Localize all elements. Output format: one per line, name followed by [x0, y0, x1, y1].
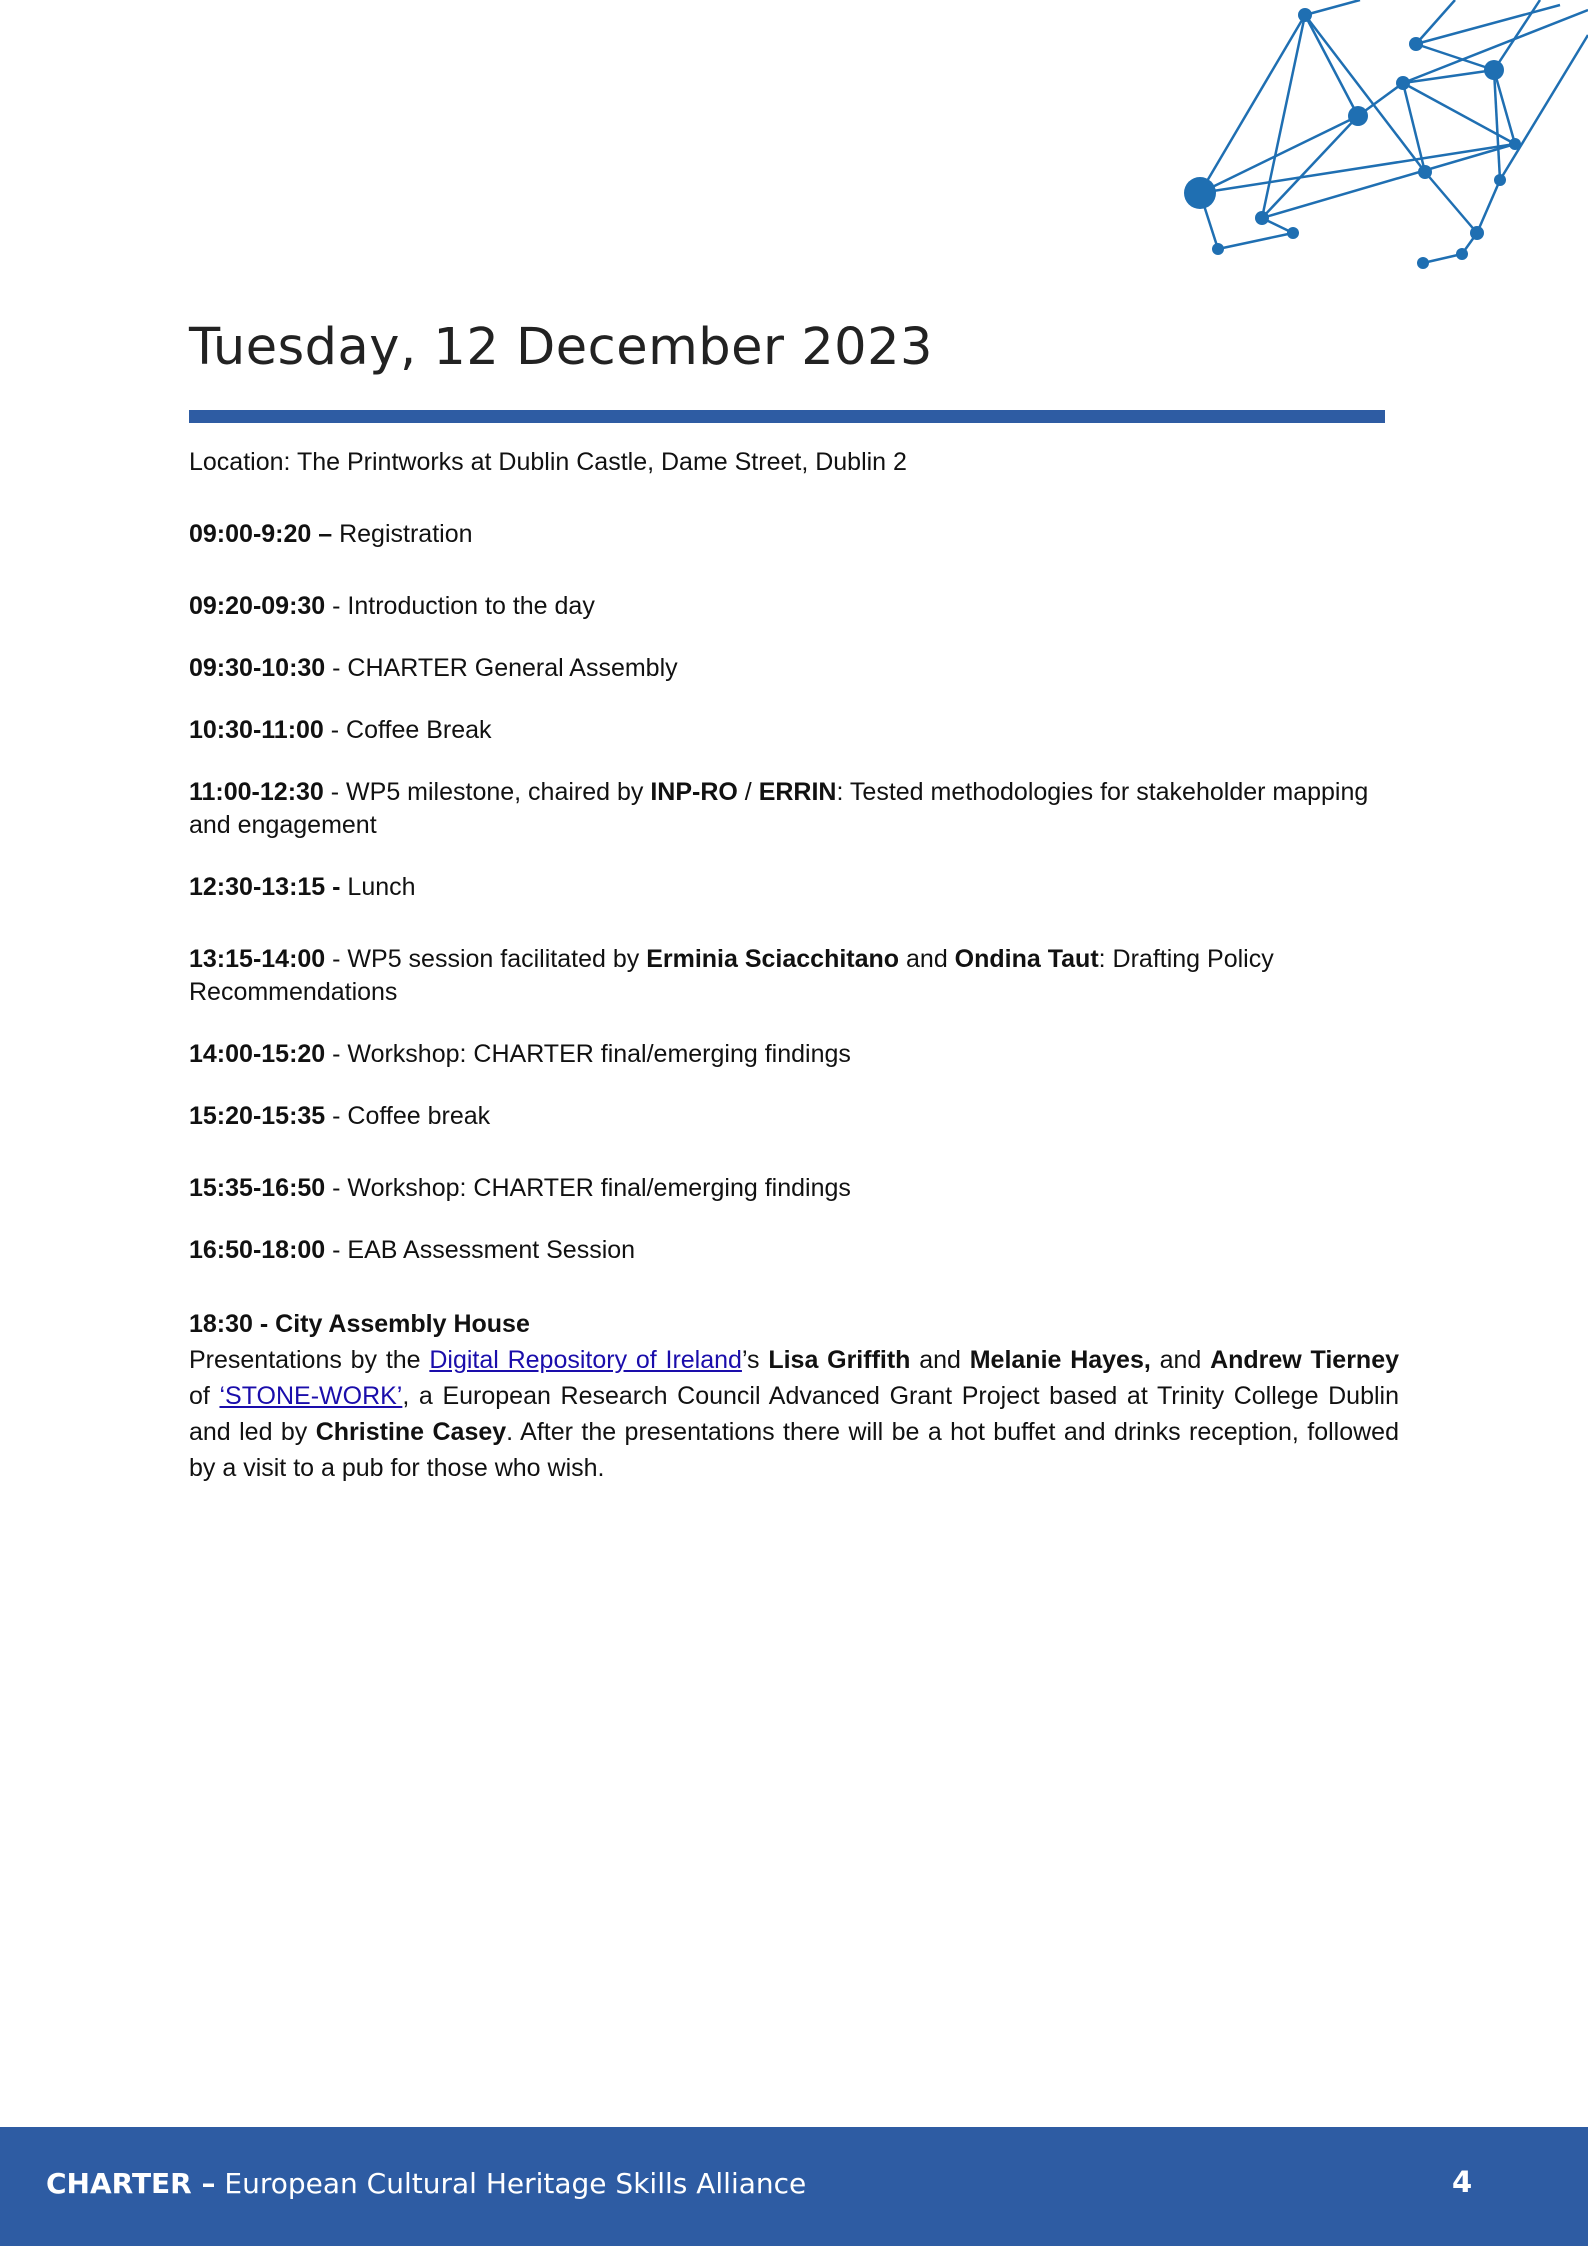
closing-text: . After the presentations there will be a hot buffet and drinks reception, followed by a visit to a pub for those who wish. — [189, 1418, 1399, 1482]
closing-text: , a European Research Council Advanced Grant Project based at Trinity College Dublin and led by — [189, 1382, 1399, 1446]
agenda-item-workshop-1 — [189, 1038, 1399, 1071]
agenda-time: 15:20-15:35 — [189, 1102, 326, 1130]
agenda-desc: : Tested methodologies for stakeholder mapping and engagement — [189, 778, 1369, 839]
agenda-time: 14:00-15:20 — [189, 1040, 326, 1068]
agenda-item-general-assembly — [189, 652, 1399, 685]
agenda-chair: INP-RO — [650, 778, 738, 806]
agenda-item-registration — [189, 518, 1399, 551]
agenda-item-coffee-break — [189, 714, 1399, 747]
footer-brand: CHARTER – — [46, 2167, 216, 2200]
agenda-time: 16:50-18:00 — [189, 1236, 326, 1264]
closing-text: of — [189, 1382, 220, 1410]
page-footer — [0, 2127, 1588, 2246]
agenda-desc: : Drafting Policy Recommendations — [189, 945, 1274, 1006]
agenda-time: 09:20-09:30 — [189, 592, 326, 620]
agenda-facilitator: Erminia Sciacchitano — [646, 945, 900, 973]
agenda-time: 11:00-12:30 — [189, 778, 324, 806]
page-title: Tuesday, 12 December 2023 — [189, 318, 933, 377]
closing-text: and — [910, 1346, 970, 1374]
agenda-desc: - WP5 session facilitated by — [325, 945, 647, 973]
closing-heading: 18:30 - City Assembly House — [189, 1310, 530, 1338]
agenda-item-workshop-2 — [189, 1172, 1399, 1205]
agenda-desc: - CHARTER General Assembly — [325, 654, 678, 682]
agenda-desc: - Coffee Break — [323, 716, 492, 744]
network-graphic-icon — [1170, 0, 1588, 280]
page-number: 4 — [1452, 2165, 1473, 2199]
speaker-name: Melanie Hayes, — [969, 1346, 1151, 1374]
agenda-desc: - WP5 milestone, chaired by — [323, 778, 651, 806]
agenda-facilitator: Ondina Taut — [954, 945, 1099, 973]
speaker-name: Lisa Griffith — [768, 1346, 911, 1374]
footer-tagline: European Cultural Heritage Skills Alliance — [215, 2167, 807, 2200]
closing-text: Presentations by the — [189, 1346, 430, 1374]
agenda-desc: Registration — [332, 520, 473, 548]
agenda-item-coffee-break-2 — [189, 1100, 1399, 1133]
location-text: Location: The Printworks at Dublin Castle, Dame Street, Dublin 2 — [189, 448, 907, 476]
agenda-time: 12:30-13:15 - — [189, 873, 341, 901]
agenda-desc: and — [899, 945, 955, 973]
agenda-desc: - Introduction to the day — [325, 592, 595, 620]
speaker-name: Christine Casey — [315, 1418, 507, 1446]
agenda-desc: Lunch — [340, 873, 416, 901]
closing-text: ’s — [741, 1346, 769, 1374]
agenda-desc: - EAB Assessment Session — [325, 1236, 636, 1264]
agenda-item-lunch — [189, 871, 1399, 904]
agenda-item-eab-session — [189, 1234, 1399, 1267]
agenda-desc: - Workshop: CHARTER final/emerging findings — [325, 1040, 851, 1068]
agenda-time: 09:30-10:30 — [189, 654, 326, 682]
agenda-item-wp5-session — [189, 943, 1399, 1009]
title-rule — [189, 410, 1385, 423]
speaker-name: Andrew Tierney — [1210, 1346, 1400, 1374]
agenda-time: 10:30-11:00 — [189, 716, 324, 744]
agenda-chair: ERRIN — [758, 778, 837, 806]
agenda-desc: / — [737, 778, 759, 806]
agenda-time: 13:15-14:00 — [189, 945, 326, 973]
closing-paragraph — [189, 1342, 1399, 1486]
agenda-desc: - Workshop: CHARTER final/emerging findings — [325, 1174, 851, 1202]
agenda-item-wp5-milestone — [189, 776, 1399, 842]
agenda-item-introduction — [189, 590, 1399, 623]
closing-section — [189, 1306, 1399, 1486]
closing-text: and — [1150, 1346, 1211, 1374]
agenda-time: 15:35-16:50 — [189, 1174, 326, 1202]
footer-brand-line — [46, 2167, 806, 2200]
stone-work-link[interactable]: ‘STONE-WORK’ — [219, 1382, 403, 1410]
agenda-desc: - Coffee break — [325, 1102, 491, 1130]
digital-repository-link[interactable]: Digital Repository of Ireland — [429, 1346, 742, 1374]
agenda-time: 09:00-9:20 – — [189, 520, 333, 548]
